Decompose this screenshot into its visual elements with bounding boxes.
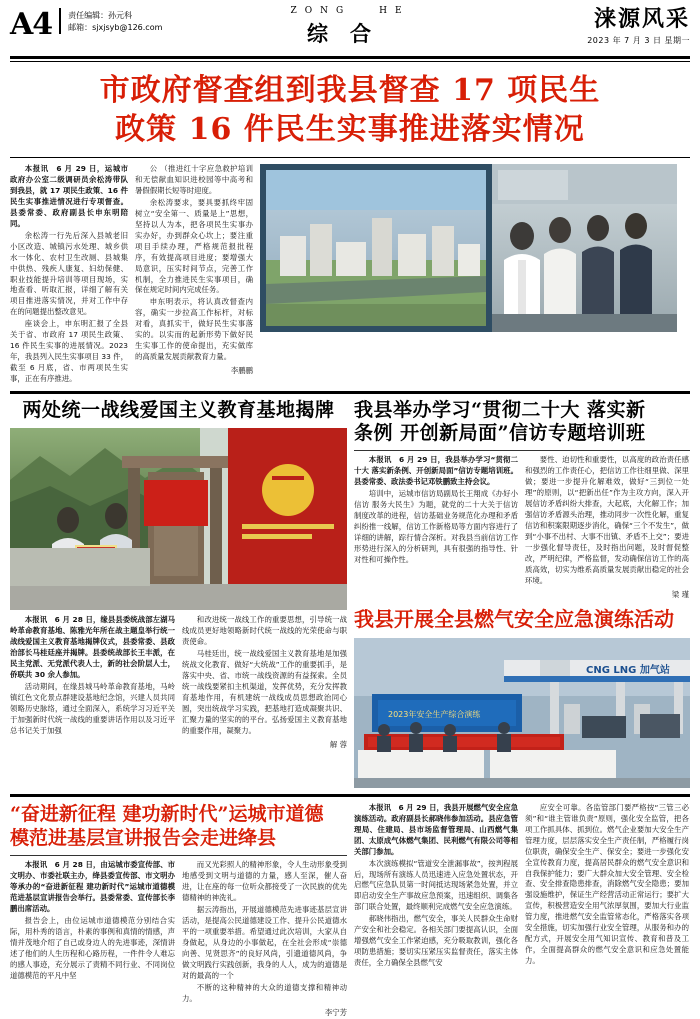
lead-para-6: 申东明表示，将认真改督查内容，确实一步拉高工作标杆，对标对看，真抓实干，做好民生实事落实的。以实而的起新形势下做好民生实事工作的使命提出，充实做库的高质量发展贡献教育力量。	[135, 297, 253, 362]
photo-inspection-image	[260, 164, 677, 332]
right-story-col-2	[525, 455, 689, 600]
gas-para-4: 应安全可靠。各监管部门要严格按“三管三必须”和“谁主管谁负责”原则，强化安全监管，把各项工作抓具体、抓到位。燃气企业要加大安全生产管理力度，层层落实安全生产责任制，严格履行岗位职责，确保安全生产、保安全；要进一步强化安全宣传教育力度，提高居民群众的燃气安全意识和自我保护能力；要广大群众加大安全管理、安全检查、安全排查隐患排查，消除燃气安全隐患；要加强设施维护，保证生产经营活动正常运行；要扩大宣传，积极营造安全用气浓厚氛围，要加大行业监管力度，推进燃气安全监管常态化，严格落实各项安全措施，切实加强行业安全管理，从服务和办的配方式，开展安全用气知识宣传、教育和普及工作，全面提高群众的燃气安全意识和应急处置能力。	[525, 802, 689, 966]
section-logo	[290, 6, 409, 48]
main-headline-line2: 政策 16 件民生实事推进落实情况	[115, 112, 585, 147]
photo-inspection	[260, 164, 677, 332]
photo-unveiling	[10, 428, 347, 610]
moral-para-2: 报告会上，由位运城市道德模范分别结合实际，用朴秀的语言，朴素的事例和真情的情感，声情并茂地介绍了自己或身边人的先进事迹，深情讲述了他们的人生历程和心路历程，一件件令人难忘的感人事迹，充分展示了责精不同行业、不同岗位道德模范的平凡中坚	[10, 916, 175, 980]
gas-story-body	[354, 803, 690, 970]
masthead	[10, 8, 690, 54]
page-number: A4	[10, 7, 53, 42]
moral-para-1: 本报讯 6 月 28 日，由运城市委宣传部、市文明办、市委社联主办，绛县委宣传部、市文明办等承办的“奋进新征程 建功新时代”运城市道德模范进基层宣讲报告会举行。县委常委、宣传部长李鹏出席活动。	[10, 860, 175, 914]
right-story-body	[354, 455, 690, 600]
left-story-col-2	[182, 615, 347, 750]
mid-right-column	[354, 399, 690, 788]
lead-para-3: 座谈会上，申东明汇报了全县关于省、市政府 17 项民生政策、16 件民生实事的进展情况。2023 年，我县列入民生实事项目 33 件，截至 6 月底，省、市两项民生实事，正在有序推进。	[10, 319, 128, 384]
lead-col-1	[10, 164, 128, 386]
mid-band	[10, 399, 690, 788]
bottom-right-column	[354, 803, 690, 970]
lead-para-1: 本报讯 6 月 29 日，运城市政府办公室二级调研员余松涛带队到我县，就 17 项民生政策、16 件民生实事推进情况进行专项督查。县委常委、政府副县长申东明陪同。	[10, 164, 128, 228]
mid-left-column	[10, 399, 347, 751]
left-para-1: 本报讯 6 月 28 日，缘县县委统战部左湖马岭革命教育基地、陈雅光年所在战主题皇举行统一战线爱国主义教育基地揭牌仪式，县委常委、县政治部长马桂廷座并揭牌。县委统战部长王丰派，在民主党派、无党派代表人士，新的社会阶层人士，侨联共 30 余人参加。	[10, 615, 175, 679]
left-story-body	[10, 615, 347, 750]
lead-byline: 李鹏鹏	[230, 366, 253, 376]
lead-story	[10, 164, 690, 386]
paper-nameplate	[587, 8, 690, 46]
left-para-4: 马桂廷出，统一战线爱国主义教育基地是加强统战文化教育、做好“大统战”工作的重要抓手，是落实中央、省、市统一战线资源的有益探索。全员统一战线要紧扣主机渠道，发挥优势，充分发挥教育基地作用，有机建统一战线成员思想政治同心圆，突出统战学习实践，把基地打造成凝聚共识、汇聚力量的坚实的的平台。弘扬爱国主义教育基地的重要作用，凝聚力。	[182, 649, 347, 735]
moral-para-4: 据云涛指出，开展道德模范先进事迹基层宣讲活动，是提高公民道德建设工作、提升公民道德水平的一项重要举措。希望通过此次培训，大家从自身做起，从身边的小事做起，在全社会形成“崇德向善、见贤思齐”的良好风尚，引遗道德风尚，争做文明践行实践创新，我身的人人，成为的道德是对的最高的一个	[182, 905, 347, 980]
lead-para-2: 余松涛一行先后深入县城老旧小区改造、城镇污水处理、城乡供水一体化、农村卫生改厕、县城集中供热、残疾人康复、妇幼保健、职业技能提升培训等项目现场，实地查看、听取汇报，详细了解有关项目推进落实情况，并对工作中存在的问题提出整改意见。	[10, 230, 128, 317]
paper-title: 涞源风采	[593, 6, 690, 32]
editor-info	[59, 8, 162, 34]
right-headline-line1: 我县举办学习“贯彻二十大 落实新	[354, 399, 646, 422]
photo-gas-drill-image	[354, 638, 690, 788]
lead-para-4: 公 （推进红十字应急救护培训和无偿献血知识进校园等中高考和暑假假期长短等时迎度。	[135, 164, 253, 195]
right-para-3: 要性、迫切性和重要性，以高度的政治责任感和强烈的工作责任心，把信访工作往细里做、深里做；要进一步提升化解难效，做好“三到位一处理”的原则，以“把新出任”作为主攻方向，深入开展信访矛盾纠纷大排查，大起底，大化解工作；加强信访矛盾源头治理，推动同步一次性化解，重复信访和积案限期逐步消化，确保“三个不发生”，做到“小事不出村、大事不出镇、矛盾不上交”；要进一步强化督导责任，及时指出问题，及时督促整改，严明纪律，严格监督，发动确保信访工作的高质高效，切实为维系高质量发展贡献出稳定的社会环境。	[525, 455, 689, 585]
moral-para-5: 不断的这种精神的大众的道德支撑和精神动力。	[182, 982, 347, 1003]
gas-drill-headline: 我县开展全县燃气安全应急演练活动	[354, 606, 674, 631]
moral-col-1	[10, 860, 175, 1018]
right-headline-line2: 条例 开创新局面”信访专题培训班	[354, 422, 646, 445]
right-story-col-1	[354, 455, 518, 600]
left-para-3: 和改进统一战线工作的重要思想，引导统一战线成员更好地领略新时代统一战线的光荣使命与职责使命。	[182, 615, 347, 647]
section-rule-2	[10, 794, 690, 797]
lead-para-5: 余松涛要求，要具要抓终牢固树立“安全第一、质量是上”思想，坚持以人为本，把各项民生实事办实办好，办到群众心坎上；要注重项目手续办理，严格规范报批程序，有效提高项目进度；要增强大局意识，压实时间节点，完善工作机制，全力推进民生实事项目，确保在规定时间内完成任务。	[135, 197, 253, 295]
main-headline-line1: 市政府督查组到我县督查 17 项民生	[99, 73, 601, 108]
section-name	[290, 18, 409, 48]
right-para-1: 本报讯 6 月 29 日，我县举办学习“贯彻二十大 落实新条例、开创新局面”信访专题培训班。县委常委、政法委书记邓铁鹏致主持会议。	[354, 455, 518, 487]
left-story-headline: 两处统一战线爱国主义教育基地揭牌	[22, 399, 335, 422]
gas-para-1: 本报讯 6 月 29 日，我县开展燃气安全应急演练活动。政府副县长郝晓伟参加活动。县应急管理局、住建局、县市场监督管理局、山西燃气集团、太原成气体燃气集团、民利燃气有限公司等相关部门参加。	[354, 802, 518, 856]
section-rule-1	[10, 391, 690, 394]
right-story-headline	[354, 399, 690, 445]
svg-text:CNG LNG 加气站: CNG LNG 加气站	[586, 664, 670, 676]
headline-rule	[10, 157, 690, 158]
left-story-col-1	[10, 615, 175, 750]
moral-model-headline	[10, 803, 347, 851]
bottom-band	[10, 803, 690, 1019]
moral-headline-line2: 模范进基层宣讲报告会走进绛县	[10, 826, 277, 849]
moral-byline: 李宁芳	[324, 1007, 347, 1017]
moral-headline-rule	[10, 855, 347, 856]
main-headline	[10, 62, 690, 157]
section-cn-left: 综	[307, 21, 350, 46]
right-headline-rule	[354, 450, 690, 451]
moral-headline-line1: “奋进新征程 建功新时代”运城市道德	[10, 802, 324, 825]
gas-para-3: 郝晓伟指出，燃气安全，事关人民群众生命财产安全和社会稳定。各相关部门要提高认识，全面增强燃气安全工作紧迫感，充分吸取教训，强化各项防患措施；要切实压紧压实监督责任，落实主体责任，全力确保全县燃气安	[354, 914, 518, 968]
moral-story-body	[10, 860, 347, 1018]
section-cn-right: 合	[350, 21, 393, 46]
left-para-2: 活动期间，在缘县城马岭革命教育基地，马岭镇红色文化景点群建设基地纪念馆，兴建人员共同领略历史脉络，通过全面深入，系统学习习近平关于加强新时代统一战线的重要讲话作用以及习近平总书记关于加强	[10, 681, 175, 735]
masthead-rule-thick	[10, 56, 690, 59]
photo-gas-drill	[354, 638, 690, 788]
photo-unveiling-image	[10, 428, 347, 610]
lead-col-2	[135, 164, 253, 377]
pinyin-left: ZONG	[290, 6, 352, 16]
moral-col-2	[182, 860, 347, 1018]
right-story-byline: 梁 瑾	[671, 589, 689, 599]
gas-col-2	[525, 803, 689, 970]
section-pinyin	[290, 6, 409, 16]
editor-name: 责任编辑：孙元科	[68, 11, 133, 20]
svg-text:2023年安全生产综合演练: 2023年安全生产综合演练	[388, 709, 481, 719]
bottom-left-column	[10, 803, 347, 1019]
publication-date: 2023 年 7 月 3 日 星期一	[587, 36, 690, 45]
right-para-2: 培训中，运城市信访局副局长王翔成《办好小信访 服务大民生》为题，就党的二十大关于信访制度改革的进程，信访基础业务规范化办理和矛盾纠纷推一线解，信访工作新格局等方面内容进行了详细的讲解，踪行情合深析。对我县当前信访工作形势进行深入的分析研判，具有很强的指导性、针对性和可操作性。	[354, 489, 518, 564]
left-story-byline: 解 蓉	[329, 739, 347, 749]
pinyin-right: HE	[379, 6, 410, 16]
gas-col-1	[354, 803, 518, 970]
editor-email: 邮箱：sjxjsyb@126.com	[68, 23, 163, 32]
moral-para-3: 而又光彩照人的精神形象，令人生动形象受到地感受到文明与道德的力量，感人至深，催人奋进，让在座的每一位听众都接受了一次民族的优先德精神的神洗礼。	[182, 860, 347, 903]
gas-para-2: 本次演练模拟“管道安全泄漏事故”，按判程展后，现场所有演练人员迅速进入应急处置状态，开启燃气应急队员第一时间抵达现场紧急处置，并立即启动安全生产事故应急预案，迅速组织、调集各部门联合处置，最终顺利完成燃气安全应急演练。	[354, 858, 518, 912]
